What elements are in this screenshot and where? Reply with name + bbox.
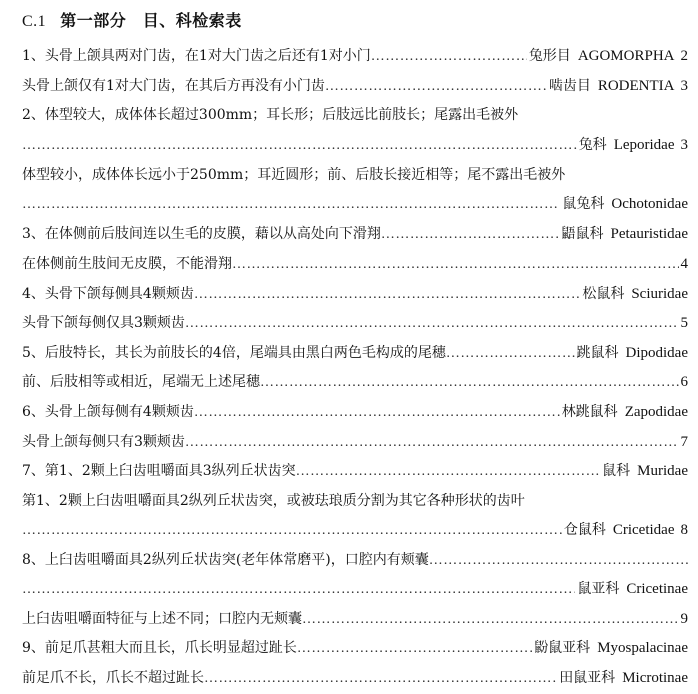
taxon-latin-name: Cricetidae [612,522,675,538]
taxon-chinese-name: 松鼠科 [582,286,625,302]
leader-dots [22,134,577,157]
leader-dots [204,667,557,690]
key-line [22,134,688,156]
taxon-latin-name: Dipodidae [625,345,688,361]
taxon-result [679,608,689,630]
leader-dots [297,637,532,660]
next-step-number: 9 [680,611,688,627]
key-line [22,253,688,275]
taxon-result [560,193,688,215]
key-lead-text: 1、头骨上颌具两对门齿，在1对大门齿之后还有1对小门 [22,48,371,64]
taxon-latin-name: Myospalacinae [597,640,688,656]
key-line [22,549,688,571]
taxon-result [527,45,688,67]
key-line [22,637,688,659]
key-lead-text: 3、在体侧前后肢间连以生毛的皮膜，藉以从高处向下滑翔 [22,226,381,242]
leader-dots [429,549,688,572]
next-step-number: 3 [680,78,688,94]
key-line [22,371,688,393]
taxon-latin-name: Muridae [637,463,688,479]
key-lead-text: 上臼齿咀嚼面特征与上述不同；口腔内无颊囊 [22,611,302,627]
leader-dots [22,578,575,601]
leader-dots [22,519,562,542]
key-lead-text: 前足爪不长，爪长不超过趾长 [22,670,204,686]
key-lead-text: 头骨上颌仅有1对大门齿，在其后方再没有小门齿 [22,78,325,94]
taxon-chinese-name: 鼠亚科 [577,581,620,597]
key-lead-text: 前、后肢相等或相近，尾端无上述尾穗 [22,374,260,390]
leader-dots [296,460,601,483]
taxon-result [577,134,688,156]
leader-dots [185,431,679,454]
key-lead-text: 2、体型较大，成体体长超过300mm；耳长形；后肢远比前肢长；尾露出毛被外 [22,107,519,123]
taxon-result [679,431,689,453]
next-step-number: 3 [680,137,688,153]
leader-dots [446,342,575,365]
key-lead-text: 8、上臼齿咀嚼面具2纵列丘状齿突(老年体常磨平)，口腔内有颊囊 [22,552,429,568]
key-line [22,578,688,600]
leader-dots [22,193,560,216]
key-lead-text: 9、前足爪甚粗大而且长，爪长明显超过趾长 [22,640,297,656]
taxon-result [547,75,688,97]
taxon-result [679,253,689,275]
taxon-chinese-name: 啮齿目 [548,78,591,94]
taxon-chinese-name: 跳鼠科 [576,345,619,361]
leader-dots [194,283,581,306]
leader-dots [185,312,679,335]
key-lead-text: 体型较小，成体体长远小于250mm；耳近圆形；前、后肢长接近相等；尾不露出毛被外 [22,167,566,183]
key-line [22,312,688,334]
taxon-result [580,283,688,305]
key-line [22,104,688,126]
section-heading: 第一部分 目、科检索表 [60,11,242,30]
leader-dots [371,45,527,68]
taxon-chinese-name: 林跳鼠科 [561,404,618,420]
next-step-number: 6 [680,374,688,390]
key-lead-text: 7、第1、2颗上臼齿咀嚼面具3纵列丘状齿突 [22,463,296,479]
taxon-result [600,460,688,482]
taxon-latin-name: Sciuridae [631,286,688,302]
leader-dots [194,401,560,424]
taxon-latin-name: Petauristidae [610,226,688,242]
key-line [22,342,688,364]
leader-dots [381,223,560,246]
next-step-number: 4 [680,256,688,272]
taxon-result [557,667,688,689]
section-code: C.1 [22,13,47,30]
key-line [22,193,688,215]
key-lead-text: 6、头骨上颌每侧有4颗颊齿 [22,404,194,420]
leader-dots [302,608,679,631]
taxon-latin-name: AGOMORPHA [577,48,675,64]
key-line [22,460,688,482]
key-lead-text: 在体侧前生肢间无皮膜，不能滑翔 [22,256,232,272]
taxon-latin-name: RODENTIA [597,78,675,94]
section-title [22,8,242,31]
taxon-result [679,371,689,393]
taxon-result [532,637,688,659]
next-step-number: 5 [680,315,688,331]
taxon-latin-name: Leporidae [613,137,675,153]
key-line [22,490,688,512]
key-line [22,519,688,541]
key-lead-text: 4、头骨下颌每侧具4颗颊齿 [22,286,194,302]
taxon-chinese-name: 鼯鼠科 [561,226,604,242]
key-line [22,283,688,305]
taxon-result [562,519,688,541]
key-line [22,164,688,186]
taxon-result [575,342,688,364]
key-line [22,223,688,245]
taxon-chinese-name: 仓鼠科 [563,522,606,538]
taxon-result [560,401,688,423]
taxon-latin-name: Microtinae [622,670,688,686]
key-lead-text: 5、后肢特长，其长为前肢长的4倍，尾端具由黑白两色毛构成的尾穗 [22,345,446,361]
key-line [22,45,688,67]
taxon-chinese-name: 兔形目 [528,48,571,64]
taxon-latin-name: Zapodidae [624,404,688,420]
taxon-result [560,223,688,245]
key-line [22,608,688,630]
leader-dots [260,371,679,394]
taxon-result [575,578,688,600]
taxon-result [679,312,689,334]
taxon-latin-name: Cricetinae [626,581,688,597]
next-step-number: 2 [680,48,688,64]
key-line [22,75,688,97]
next-step-number: 7 [680,434,688,450]
key-line [22,431,688,453]
leader-dots [325,75,547,98]
key-lead-text: 第1、2颗上臼齿咀嚼面具2纵列丘状齿突，或被珐琅质分割为其它各种形状的齿叶 [22,493,525,509]
leader-dots [232,253,679,276]
key-lead-text: 头骨下颌每侧仅具3颗颊齿 [22,315,185,331]
key-line [22,667,688,689]
taxon-chinese-name: 鼠兔科 [562,196,605,212]
taxon-chinese-name: 田鼠亚科 [559,670,616,686]
taxon-chinese-name: 鼢鼠亚科 [534,640,591,656]
taxon-chinese-name: 鼠科 [602,463,631,479]
key-line [22,401,688,423]
key-lead-text: 头骨上颌每侧只有3颗颊齿 [22,434,185,450]
taxon-chinese-name: 兔科 [578,137,607,153]
taxon-latin-name: Ochotonidae [611,196,688,212]
next-step-number: 8 [680,522,688,538]
